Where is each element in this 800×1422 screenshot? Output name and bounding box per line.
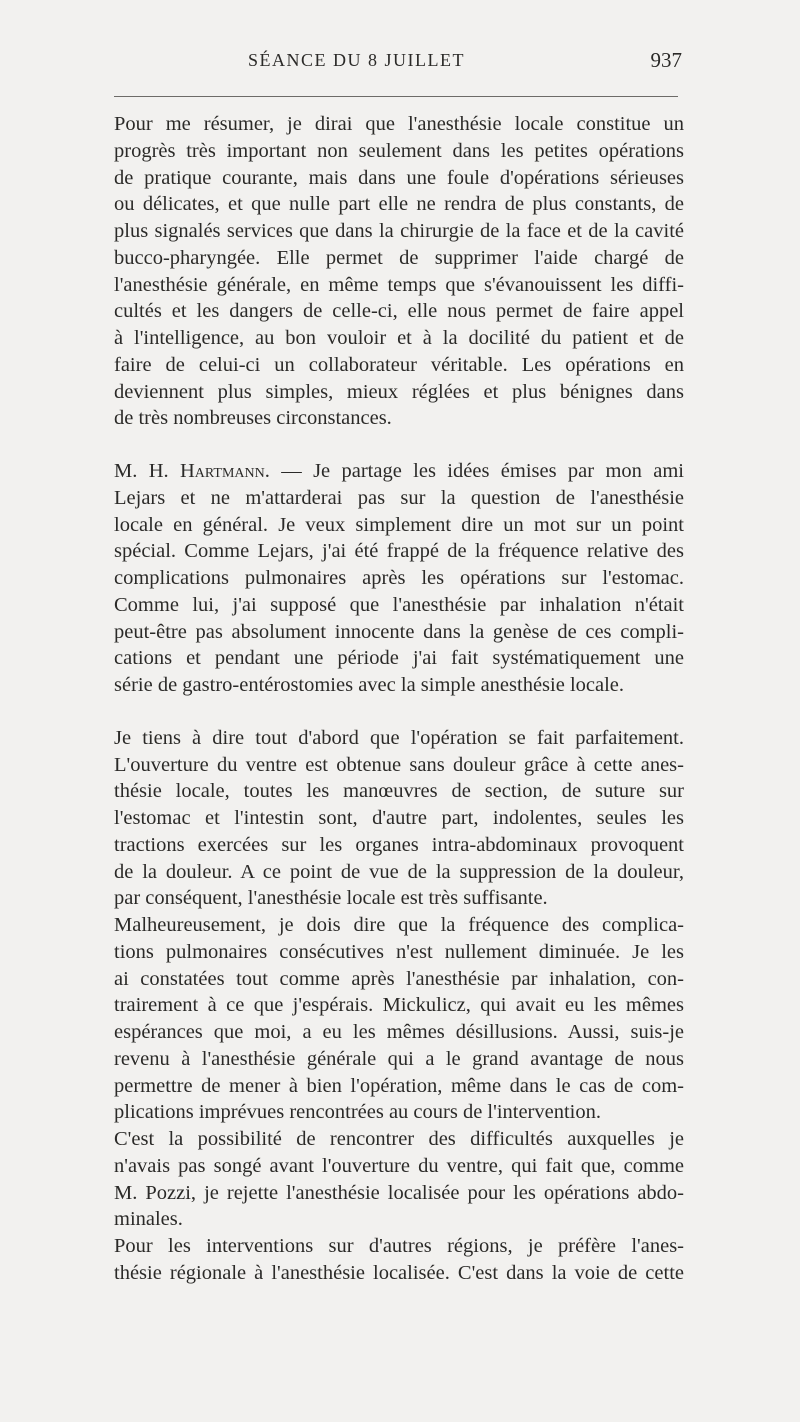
header-rule	[114, 96, 678, 97]
text-line: complications pulmonaires après les opérations sur l'estomac.	[114, 567, 684, 589]
body-text	[114, 111, 684, 1287]
paragraph-difficulties	[114, 1126, 684, 1233]
text-line: ou délicates, et que nulle part elle ne rendra de plus constants, de	[114, 193, 684, 216]
text-line: plications imprévues rencontrées au cours de l'intervention.	[114, 1101, 601, 1124]
text-line: l'anesthésie générale, en même temps que s'évanouissent les diffi-	[114, 273, 684, 296]
speaker-line-rest: — Je partage les idées émises par mon ami	[269, 460, 684, 482]
paragraph-regional	[114, 1233, 684, 1287]
paragraph-gap	[114, 699, 684, 725]
text-line: cations et pendant une période j'ai fait systématiquement une	[114, 647, 684, 670]
text-line: C'est la possibilité de rencontrer des difficultés auxquelles je	[114, 1128, 684, 1150]
text-line: progrès très important non seulement dans les petites opérations	[114, 139, 684, 162]
page-number: 937	[650, 48, 682, 72]
text-line: espérances que moi, a eu les mêmes désillusions. Aussi, suis-je	[114, 1021, 684, 1043]
speaker-initials: M. H.	[114, 460, 169, 482]
running-header	[0, 46, 800, 78]
text-line: minales.	[114, 1208, 183, 1231]
text-line: Malheureusement, je dois dire que la fréquence des complica-	[114, 914, 684, 936]
text-line: tractions exercées sur les organes intra-abdominaux provoquent	[114, 833, 684, 856]
text-line: Comme lui, j'ai supposé que l'anesthésie par inhalation n'était	[114, 593, 684, 616]
text-line: tions pulmonaires consécutives n'est nullement diminuée. Je les	[114, 940, 684, 963]
text-line: Lejars et ne m'attarderai pas sur la question de l'anesthésie	[114, 486, 684, 509]
text-line: revenu à l'anesthésie générale qui a le grand avantage de nous	[114, 1047, 684, 1070]
text-line: série de gastro-entérostomies avec la simple anesthésie locale.	[114, 674, 625, 696]
text-line: ai constatées tout comme après l'anesthésie par inhalation, con-	[114, 967, 684, 990]
text-line: thésie locale, toutes les manœuvres de section, de suture sur	[114, 780, 684, 803]
text-line: cultés et les dangers de celle-ci, elle nous permet de faire appel	[114, 300, 684, 323]
text-line: de pratique courante, mais dans une foule d'opérations sérieuses	[114, 166, 684, 189]
speaker-line	[114, 458, 684, 485]
text-line: permettre de mener à bien l'opération, même dans le cas de com-	[114, 1074, 684, 1097]
text-line: Pour les interventions sur d'autres régions, je préfère l'anes-	[114, 1235, 684, 1257]
text-line: n'avais pas songé avant l'ouverture du ventre, qui fait que, comme	[114, 1154, 684, 1177]
text-line: de très nombreuses circonstances.	[114, 407, 392, 430]
paragraph-complications	[114, 912, 684, 1126]
paragraph-gap	[114, 432, 684, 458]
text-line: Pour me résumer, je dirai que l'anesthésie locale constitue un	[114, 113, 684, 135]
text-line: à l'intelligence, au bon vouloir et à la docilité du patient et de	[114, 327, 684, 349]
text-line: peut-être pas absolument innocente dans la genèse de ces compli-	[114, 620, 684, 643]
text-line: Je tiens à dire tout d'abord que l'opération se fait parfaitement.	[114, 726, 684, 749]
paragraph-operation	[114, 725, 684, 912]
paragraph-summary	[114, 111, 684, 432]
text-line: L'ouverture du ventre est obtenue sans douleur grâce à cette anes-	[114, 753, 684, 776]
header-title: SÉANCE DU 8 JUILLET	[248, 50, 465, 70]
text-line: plus signalés services que dans la chirurgie de la face et de la cavité	[114, 220, 684, 242]
text-line: de la douleur. A ce point de vue de la suppression de la douleur,	[114, 860, 684, 883]
speaker-name: Hartmann.	[180, 460, 270, 482]
text-line: M. Pozzi, je rejette l'anesthésie localisée pour les opérations abdo-	[114, 1181, 684, 1204]
paragraph-hartmann	[114, 458, 684, 699]
text-line: faire de celui-ci un collaborateur véritable. Les opérations en	[114, 353, 684, 376]
text-line: l'estomac et l'intestin sont, d'autre part, indolentes, seules les	[114, 807, 684, 829]
text-line: thésie régionale à l'anesthésie localisée. C'est dans la voie de cette	[114, 1261, 684, 1284]
text-line: deviennent plus simples, mieux réglées et plus bénignes dans	[114, 380, 684, 403]
text-line: locale en général. Je veux simplement dire un mot sur un point	[114, 513, 684, 536]
text-line: trairement à ce que j'espérais. Mickulicz, qui avait eu les mêmes	[114, 994, 684, 1017]
text-line: par conséquent, l'anesthésie locale est très suffisante.	[114, 887, 548, 910]
text-line: spécial. Comme Lejars, j'ai été frappé de la fréquence relative des	[114, 540, 684, 563]
text-line: bucco-pharyngée. Elle permet de supprimer l'aide chargé de	[114, 246, 684, 269]
